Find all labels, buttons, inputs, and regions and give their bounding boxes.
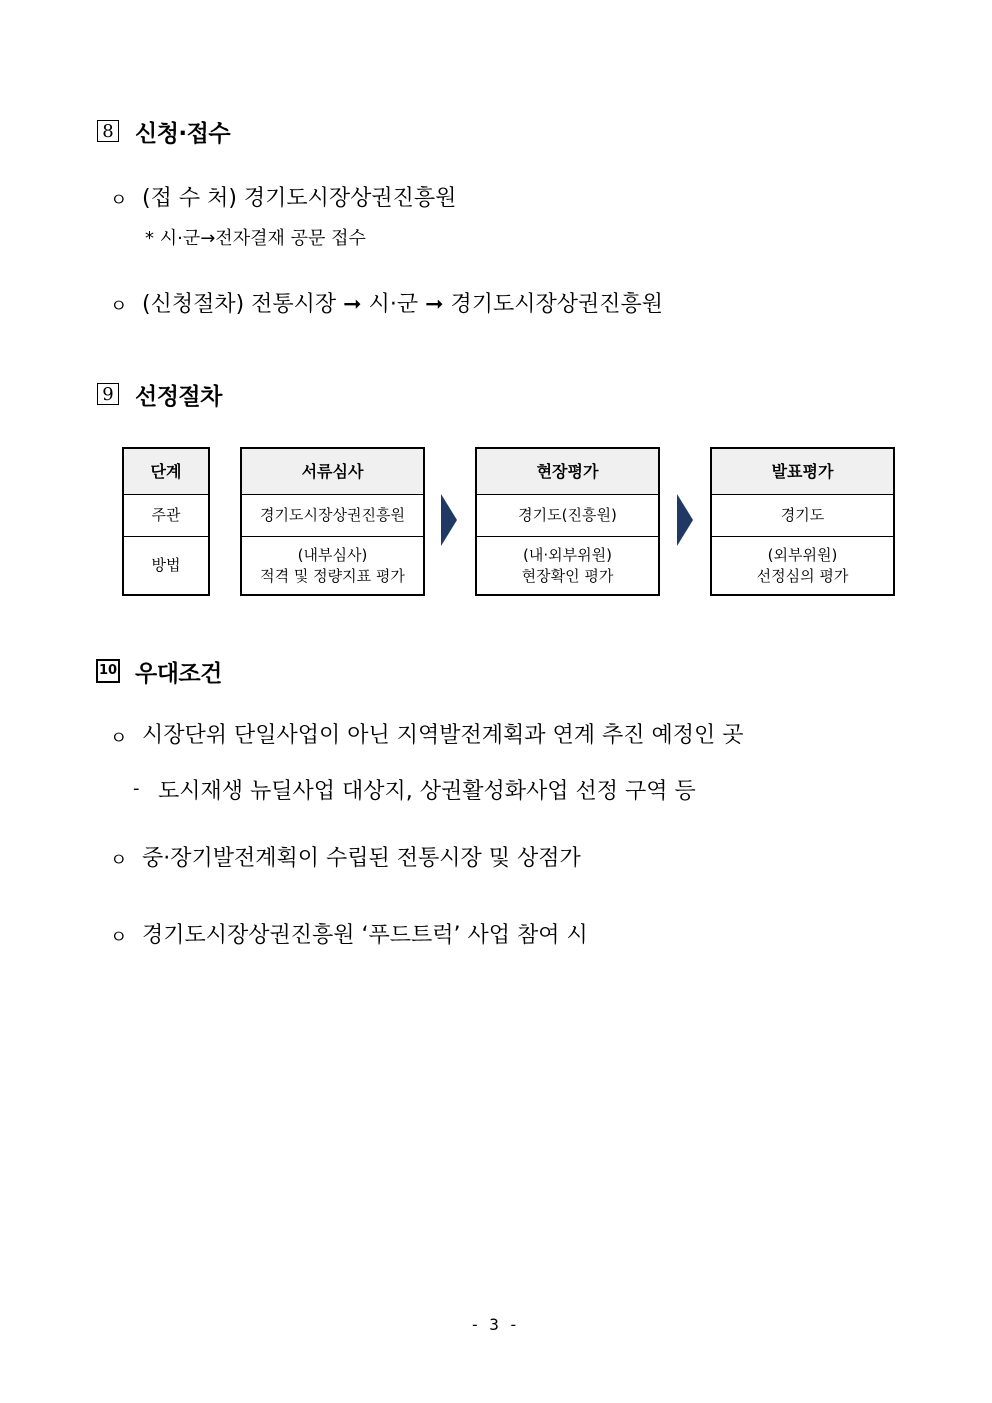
page-number: - 3 - <box>470 1315 519 1334</box>
section-10-bullet-regional-plan: 시장단위 단일사업이 아닌 지역발전계획과 연계 추진 예정인 곳 <box>142 723 744 748</box>
section-10-bullet-foodtruck: 경기도시장상권진흥원 ‘푸드트럭’ 사업 참여 시 <box>142 923 588 948</box>
flow-step-method-line1: (내부심사) <box>297 545 368 564</box>
flow-step-presentation-evaluation <box>710 447 895 596</box>
bullet-mark: ㅇ <box>110 190 128 211</box>
flow-label-method: 방법 <box>151 556 181 574</box>
section-8-title: 신청·접수 <box>135 121 231 147</box>
bullet-mark: ㅇ <box>110 927 128 948</box>
flow-step-method-line2: 적격 및 정량지표 평가 <box>260 566 405 585</box>
flow-label-owner: 주관 <box>124 495 208 537</box>
flow-step-site-evaluation <box>475 447 660 596</box>
flow-step-document-review <box>240 447 425 596</box>
flow-step-method-line1: (내·외부위원) <box>523 545 612 564</box>
flow-step-method-line2: 선정심의 평가 <box>756 566 849 585</box>
section-10-title: 우대조건 <box>135 661 222 687</box>
flow-step-method-line1: (외부위원) <box>767 545 838 564</box>
section-10-number: 10 <box>96 659 120 683</box>
flow-step-title: 서류심사 <box>242 449 423 495</box>
flow-step-owner: 경기도 <box>712 495 893 537</box>
flow-step-method <box>712 537 893 594</box>
sub-bullet-mark: - <box>133 778 140 799</box>
flow-step-method-line2: 현장확인 평가 <box>521 566 614 585</box>
flow-step-title: 현장평가 <box>477 449 658 495</box>
flow-arrow-icon <box>677 494 693 546</box>
section-8-bullet-procedure: (신청절차) 전통시장 ➞ 시·군 ➞ 경기도시장상권진흥원 <box>142 292 664 317</box>
flow-step-owner: 경기도시장상권진흥원 <box>242 495 423 537</box>
section-10-bullet-development-plan: 중·장기발전계획이 수립된 전통시장 및 상점가 <box>142 846 581 871</box>
section-9-number: 9 <box>97 383 119 405</box>
flow-step-method <box>477 537 658 594</box>
bullet-mark: ㅇ <box>110 850 128 871</box>
section-8-bullet-receiver: (접 수 처) 경기도시장상권진흥원 <box>142 186 457 211</box>
flow-step-title: 발표평가 <box>712 449 893 495</box>
section-8-number: 8 <box>97 120 119 142</box>
flow-label-header: 단계 <box>124 449 208 495</box>
bullet-mark: ㅇ <box>110 296 128 317</box>
flow-step-method <box>242 537 423 594</box>
section-10-sub-item: 도시재생 뉴딜사업 대상지, 상권활성화사업 선정 구역 등 <box>158 779 696 804</box>
section-8-note: * 시·군→전자결재 공문 접수 <box>145 228 366 249</box>
flow-step-owner: 경기도(진흥원) <box>477 495 658 537</box>
section-9-title: 선정절차 <box>135 384 222 410</box>
bullet-mark: ㅇ <box>110 728 128 749</box>
flow-row-labels <box>122 447 210 596</box>
flow-arrow-icon <box>441 494 457 546</box>
